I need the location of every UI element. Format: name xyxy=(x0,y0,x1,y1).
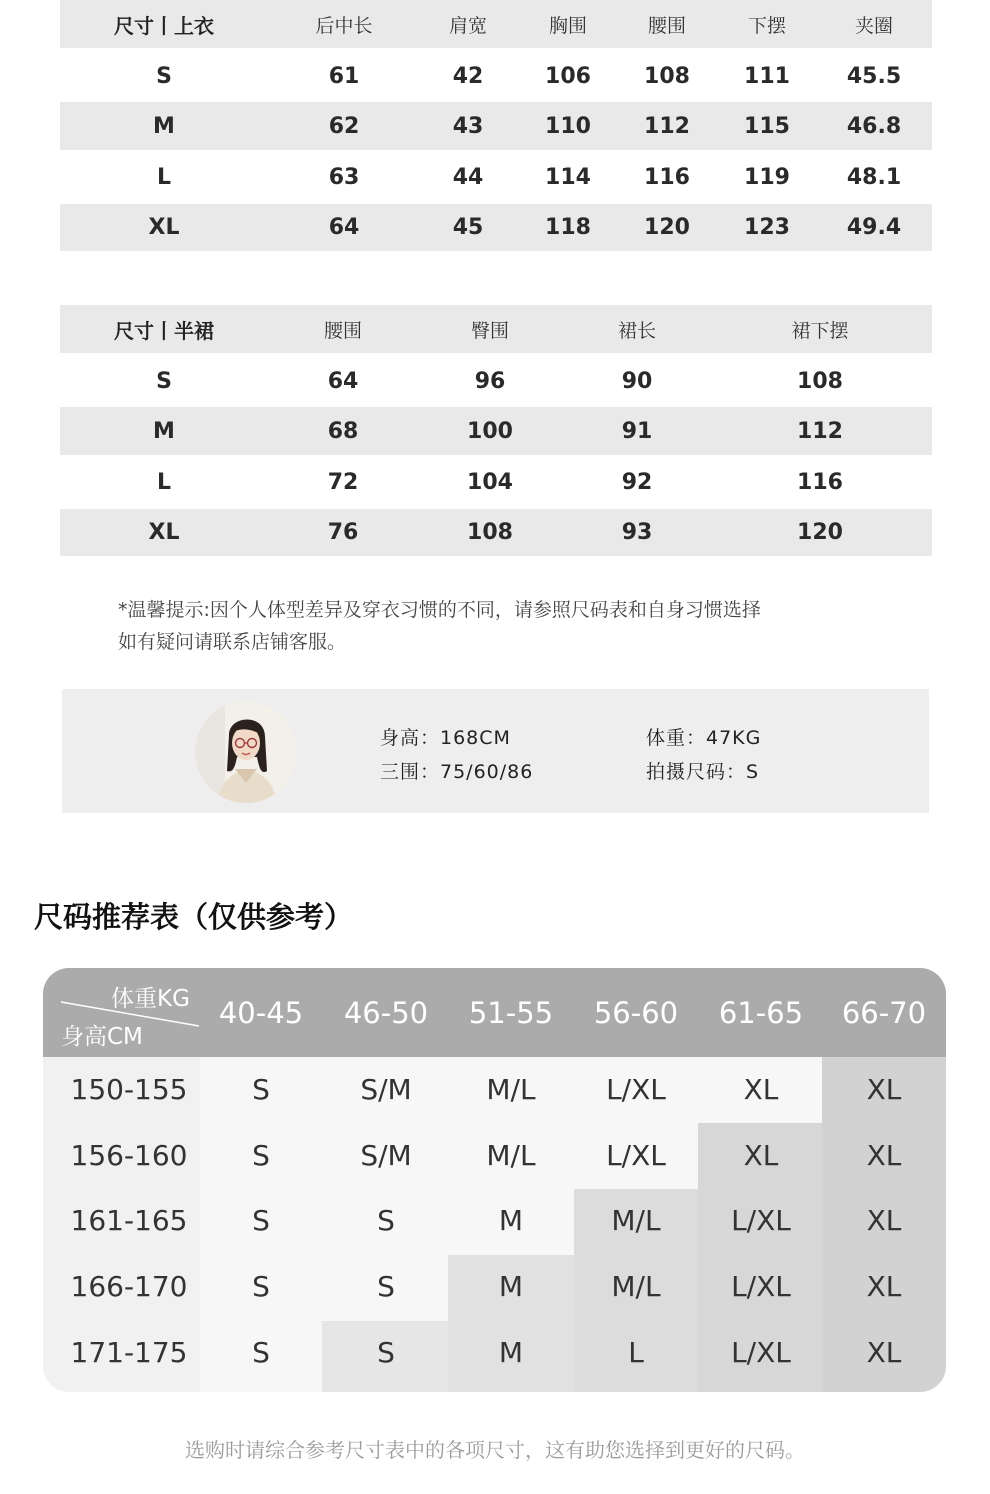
size-recommendation-cell: L/XL xyxy=(731,1270,791,1304)
size-recommendation-cell: XL xyxy=(866,1335,902,1369)
weight-range-header: 46-50 xyxy=(343,995,429,1030)
weight-range-header: 51-55 xyxy=(468,995,554,1030)
value-cell: 114 xyxy=(545,164,591,190)
model-avatar xyxy=(195,701,297,803)
value-cell: 106 xyxy=(545,63,591,89)
value-cell: 42 xyxy=(452,63,484,89)
value-cell: 64 xyxy=(328,215,360,240)
table-row xyxy=(60,455,932,509)
size-recommendation-cell: XL xyxy=(866,1204,902,1238)
size-recommendation-cell: XL xyxy=(866,1270,902,1304)
size-recommendation-cell: M xyxy=(498,1204,524,1238)
size-cell: M xyxy=(153,418,175,444)
size-recommendation-cell: M/L xyxy=(611,1270,661,1304)
tip-line: *温馨提示:因个人体型差异及穿衣习惯的不同，请参照尺码表和自身习惯选择 xyxy=(118,599,761,621)
value-cell: 64 xyxy=(327,368,359,394)
value-cell: 110 xyxy=(545,113,591,139)
value-cell: 108 xyxy=(797,368,843,394)
size-cell: XL xyxy=(148,520,180,545)
size-recommendation-cell: M/L xyxy=(486,1138,536,1172)
top-size-table xyxy=(60,0,932,251)
height-range-label: 150-155 xyxy=(70,1073,188,1107)
value-cell: 104 xyxy=(467,469,513,495)
value-cell: 61 xyxy=(328,63,360,89)
size-recommendation-cell: S xyxy=(377,1335,395,1369)
header-cell: 夹圈 xyxy=(854,14,894,37)
value-cell: 44 xyxy=(452,164,484,190)
table-row xyxy=(60,102,932,150)
header-cell: 肩宽 xyxy=(448,14,488,37)
tip-line: 如有疑问请联系店铺客服。 xyxy=(118,631,347,653)
size-recommendation-cell: S/M xyxy=(360,1073,412,1107)
value-cell: 96 xyxy=(474,368,506,394)
value-cell: 90 xyxy=(621,368,653,394)
weight-range-header: 61-65 xyxy=(718,995,804,1030)
value-cell: 123 xyxy=(744,215,790,240)
value-cell: 62 xyxy=(328,113,360,139)
weight-axis-label: 体重KG xyxy=(111,986,190,1012)
value-cell: 100 xyxy=(467,418,513,444)
size-recommendation-cell: L/XL xyxy=(731,1335,791,1369)
model-size: 拍摄尺码：S xyxy=(646,761,760,783)
size-cell: L xyxy=(156,164,172,190)
size-recommendation-cell: M/L xyxy=(611,1204,661,1238)
value-cell: 48.1 xyxy=(846,164,902,190)
weight-range-header: 66-70 xyxy=(841,995,927,1030)
size-tip xyxy=(118,594,761,658)
value-cell: 115 xyxy=(744,113,790,139)
header-cell: 腰围 xyxy=(323,319,363,342)
table-row xyxy=(60,407,932,455)
table-row xyxy=(60,50,932,102)
skirt-size-table xyxy=(60,305,932,556)
header-cell: 尺寸丨半裙 xyxy=(114,318,214,343)
header-cell: 臀围 xyxy=(470,319,510,342)
size-recommendation-cell: S xyxy=(252,1335,270,1369)
size-recommendation-cell: XL xyxy=(866,1138,902,1172)
table-row xyxy=(60,150,932,204)
height-range-label: 156-160 xyxy=(70,1138,188,1172)
value-cell: 45.5 xyxy=(846,63,902,89)
value-cell: 116 xyxy=(797,469,843,495)
height-axis-label: 身高CM xyxy=(61,1024,143,1050)
value-cell: 120 xyxy=(644,215,690,240)
header-cell: 下摆 xyxy=(747,14,787,37)
model-info-card xyxy=(62,689,929,813)
size-recommendation-cell: S xyxy=(252,1073,270,1107)
size-cell: S xyxy=(156,63,172,89)
size-recommendation-cell: M xyxy=(498,1270,524,1304)
value-cell: 118 xyxy=(545,215,591,240)
size-cell: XL xyxy=(148,215,180,240)
size-recommendation-cell: XL xyxy=(866,1073,902,1107)
recommend-header xyxy=(43,968,946,1057)
size-recommendation-cell: S xyxy=(377,1270,395,1304)
size-cell: M xyxy=(153,113,175,139)
size-recommendation-cell: L xyxy=(628,1335,644,1369)
value-cell: 93 xyxy=(621,520,653,545)
header-cell: 裙长 xyxy=(617,319,657,342)
size-recommendation-cell: M xyxy=(498,1335,524,1369)
size-recommendation-cell: L/XL xyxy=(606,1138,666,1172)
size-recommendation-cell: S xyxy=(252,1138,270,1172)
height-range-label: 166-170 xyxy=(70,1270,188,1304)
model-measurements: 三围：75/60/86 xyxy=(380,761,534,783)
table-row xyxy=(60,355,932,407)
recommend-table xyxy=(43,968,946,1392)
size-recommendation-cell: S xyxy=(252,1204,270,1238)
value-cell: 43 xyxy=(452,113,484,139)
header-cell: 后中长 xyxy=(315,14,373,37)
value-cell: 76 xyxy=(327,520,359,545)
value-cell: 68 xyxy=(327,418,359,444)
size-recommendation-cell: XL xyxy=(743,1073,779,1107)
value-cell: 45 xyxy=(452,215,484,240)
value-cell: 112 xyxy=(644,113,690,139)
size-cell: S xyxy=(156,368,172,394)
header-cell: 裙下摆 xyxy=(791,319,849,342)
size-recommendation-cell: S/M xyxy=(360,1138,412,1172)
size-recommendation-cell: M/L xyxy=(486,1073,536,1107)
header-cell: 腰围 xyxy=(647,14,687,37)
size-recommendation-cell: XL xyxy=(743,1138,779,1172)
recommend-title: 尺码推荐表（仅供参考） xyxy=(34,900,354,934)
size-recommendation-cell: L/XL xyxy=(606,1073,666,1107)
value-cell: 119 xyxy=(744,164,790,190)
size-cell: L xyxy=(156,469,172,495)
table-row xyxy=(60,204,932,251)
value-cell: 92 xyxy=(621,469,653,495)
value-cell: 49.4 xyxy=(846,215,902,240)
height-range-label: 171-175 xyxy=(70,1335,188,1369)
value-cell: 112 xyxy=(797,418,843,444)
value-cell: 108 xyxy=(644,63,690,89)
value-cell: 108 xyxy=(467,520,513,545)
table-row xyxy=(60,509,932,556)
top-table-header xyxy=(60,0,932,48)
value-cell: 120 xyxy=(797,520,843,545)
model-portrait-icon xyxy=(195,701,297,803)
skirt-table-header xyxy=(60,305,932,353)
value-cell: 116 xyxy=(644,164,690,190)
value-cell: 46.8 xyxy=(846,113,902,139)
value-cell: 91 xyxy=(621,418,653,444)
header-cell: 尺寸丨上衣 xyxy=(114,13,214,38)
value-cell: 63 xyxy=(328,164,360,190)
value-cell: 111 xyxy=(744,63,790,89)
size-recommendation-cell: S xyxy=(377,1204,395,1238)
height-range-label: 161-165 xyxy=(70,1204,188,1238)
weight-range-header: 56-60 xyxy=(593,995,679,1030)
model-height: 身高：168CM xyxy=(380,727,511,749)
model-weight: 体重：47KG xyxy=(646,727,762,749)
value-cell: 72 xyxy=(327,469,359,495)
header-cell: 胸围 xyxy=(548,14,588,37)
size-recommendation-cell: L/XL xyxy=(731,1204,791,1238)
size-recommendation-cell: S xyxy=(252,1270,270,1304)
footer-note: 选购时请综合参考尺寸表中的各项尺寸，这有助您选择到更好的尺码。 xyxy=(185,1438,805,1462)
weight-range-header: 40-45 xyxy=(218,995,304,1030)
